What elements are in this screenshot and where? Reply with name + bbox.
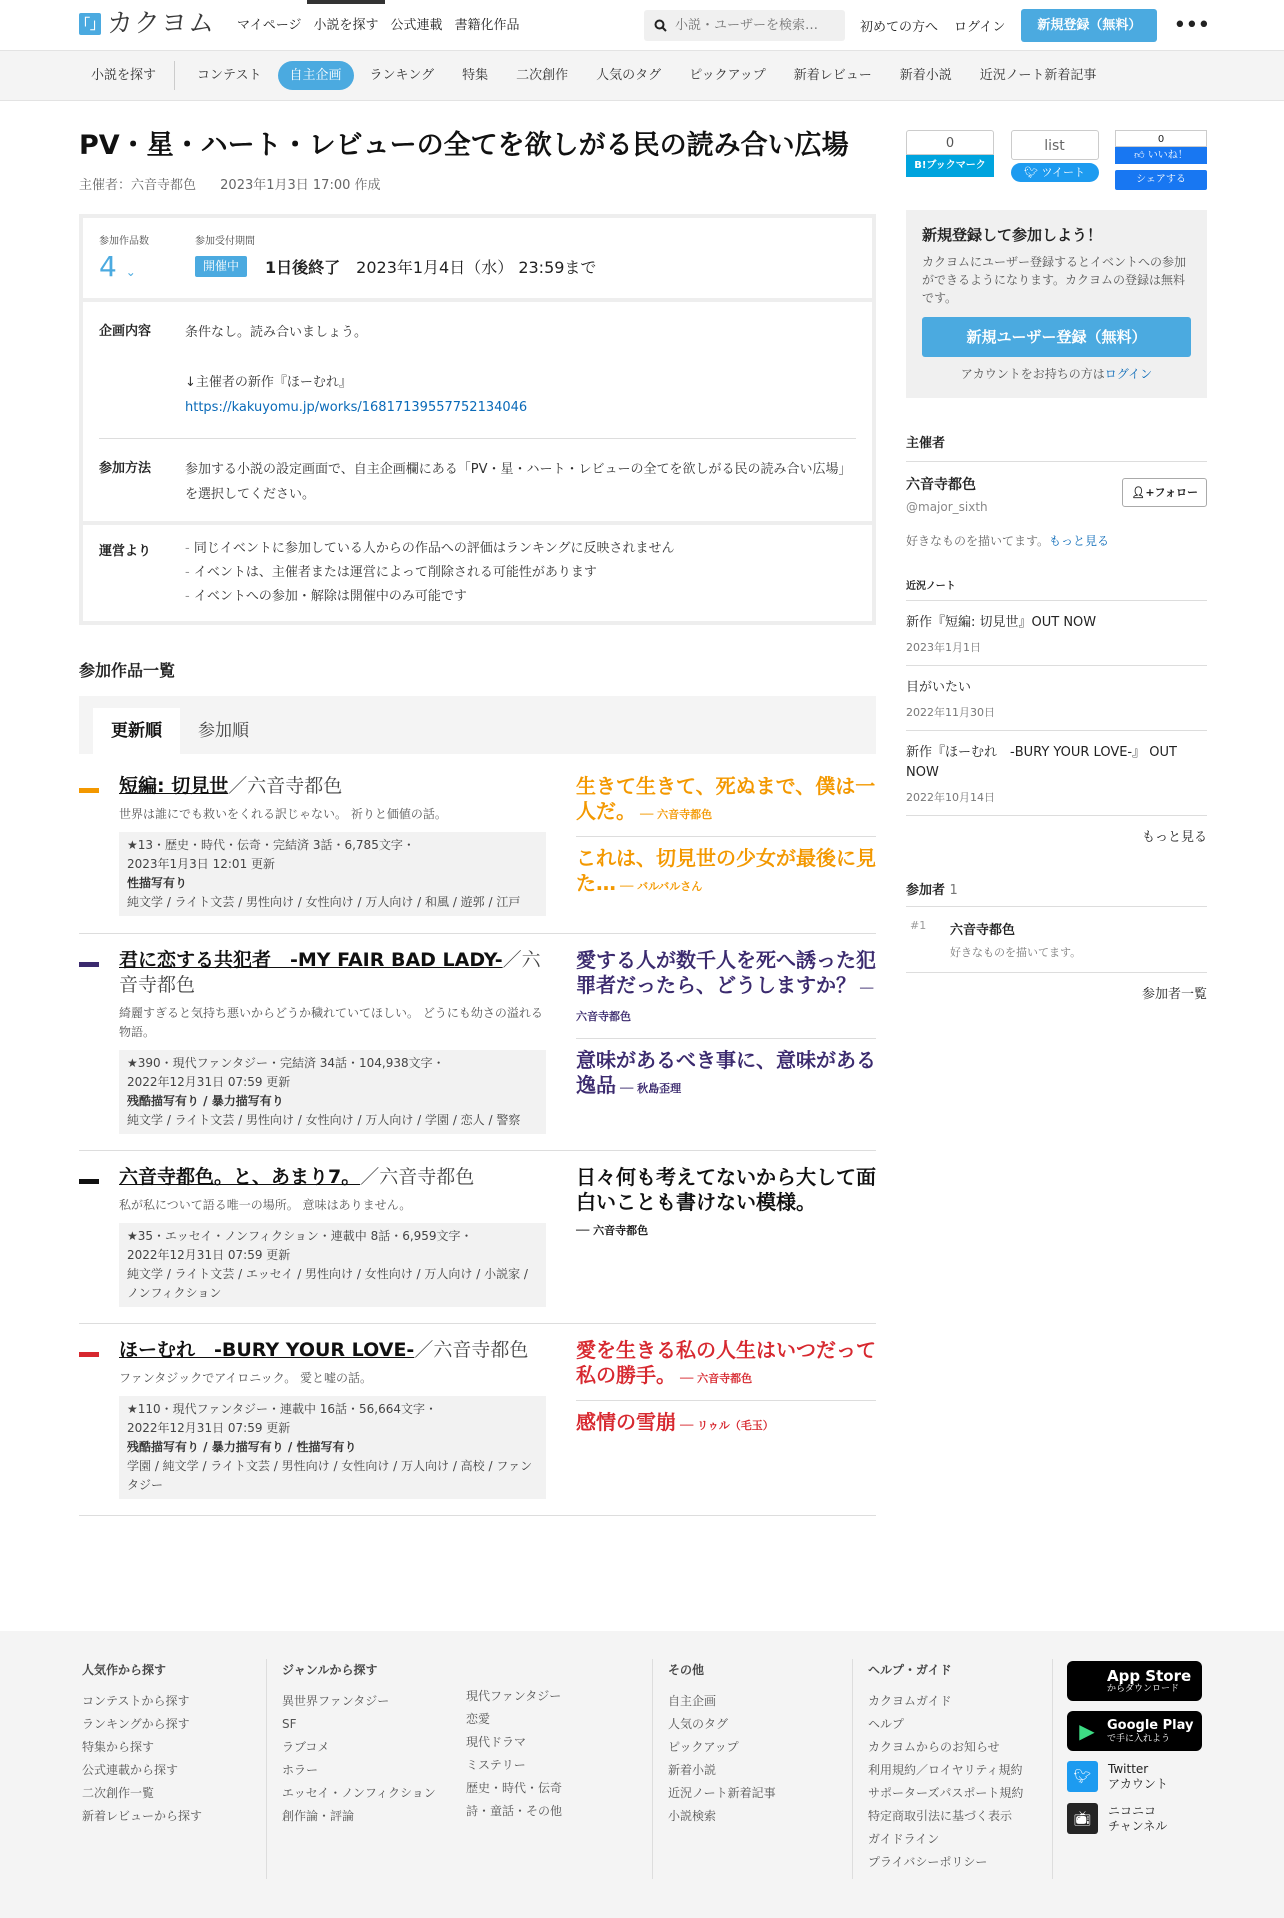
work-stats: ★110・現代ファンタジー・連載中 16話・56,664文字・	[127, 1402, 438, 1416]
app-store-text	[1107, 1668, 1191, 1695]
host-heading: 主催者	[906, 436, 946, 451]
work-info	[119, 948, 546, 1134]
twitter-label-2: アカウント	[1108, 1776, 1168, 1791]
work-stats: ★13・歴史・時代・伝奇・完結済 3話・6,785文字・	[127, 838, 415, 852]
work-info	[119, 1338, 546, 1499]
review-text: 日々何も考えてないから大して面白いことも書けない模様。	[576, 1165, 876, 1214]
work-author[interactable]: ／六音寺都色	[228, 775, 343, 797]
footer-col-title: ジャンルから探す	[282, 1663, 378, 1677]
work-meta	[119, 1050, 546, 1134]
footer-link[interactable]: 利用規約／ロイヤリティ規約	[868, 1763, 1023, 1777]
entry-count[interactable]	[99, 249, 149, 290]
footer-divider	[1052, 1659, 1053, 1879]
search-input[interactable]	[675, 18, 845, 33]
review-author: ── 六音寺都色	[576, 1224, 649, 1237]
sidebar-login-link[interactable]: ログイン	[1104, 367, 1153, 381]
signup-button[interactable]: 新規登録（無料）	[1021, 9, 1157, 42]
site-logo[interactable]	[76, 9, 216, 39]
footer-link[interactable]: エッセイ・ノンフィクション	[282, 1786, 436, 1800]
tab-joined[interactable]: 参加順	[198, 721, 249, 741]
subnav-features[interactable]: 特集	[462, 68, 489, 83]
work-reviews	[576, 774, 876, 917]
footer-link[interactable]: 創作論・評論	[282, 1809, 355, 1823]
top-bar	[0, 0, 1284, 51]
nav-books[interactable]: 書籍化作品	[454, 18, 520, 33]
logo-text: カクヨム	[107, 9, 216, 39]
work-tags[interactable]: 純文学 / ライト文芸 / 男性向け / 女性向け / 万人向け / 学園 / 恋人 / 警察	[127, 1113, 521, 1127]
review-author: ── リゥル（毛玉）	[680, 1419, 774, 1432]
nav-official[interactable]: 公式連載	[390, 18, 443, 33]
admin-rule: - イベントは、主催者または運営によって削除される可能性があります	[185, 561, 674, 585]
subnav-new-reviews[interactable]: 新着レビュー	[793, 68, 872, 83]
review-author: ── 六音寺都色	[640, 808, 713, 821]
page-title: PV・星・ハート・レビューの全てを欲しがる民の読み合い広場	[79, 130, 849, 161]
work-updated: 2023年1月3日 12:01 更新	[127, 857, 276, 871]
work-color-bar	[79, 1179, 99, 1184]
app-store-title: App Store	[1107, 1666, 1192, 1685]
work-author[interactable]: ／六音寺都色	[414, 1339, 529, 1361]
review-text: 意味があるべき事に、意味がある逸品	[576, 1048, 876, 1097]
fb-count: 0	[1115, 130, 1207, 147]
nav-find-novels[interactable]: 小説を探す	[307, 0, 384, 51]
footer-link[interactable]: ミステリー	[466, 1758, 526, 1772]
niconico-channel-link[interactable]	[1067, 1803, 1167, 1834]
footer-col-popular	[82, 1661, 202, 1828]
footer-link[interactable]: 特集から探す	[82, 1740, 155, 1754]
event-method-label: 参加方法	[99, 461, 152, 476]
footer-link[interactable]: 異世界ファンタジー	[282, 1694, 390, 1708]
remaining-time: 1日後終了	[265, 258, 341, 277]
participant-item[interactable]	[906, 907, 1207, 973]
top-nav	[231, 0, 526, 51]
work-info	[119, 774, 546, 917]
work-item	[79, 934, 876, 1151]
work-reviews	[576, 1165, 876, 1307]
work-desc: 世界は誰にでも救いをくれる訳じゃない。 祈りと価値の話。	[119, 807, 447, 821]
footer-link[interactable]: 歴史・時代・伝奇	[466, 1781, 563, 1795]
app-store-badge[interactable]	[1067, 1661, 1202, 1701]
google-play-title: Google Play	[1107, 1717, 1194, 1733]
work-author[interactable]: ／六音寺都色	[360, 1166, 475, 1188]
work-title[interactable]: 短編: 切見世	[119, 775, 229, 797]
participants-heading-text: 参加者	[906, 883, 946, 898]
main-content	[79, 101, 876, 1516]
review[interactable]	[576, 846, 876, 908]
subnav-ranking[interactable]: ランキング	[369, 68, 435, 83]
note-item[interactable]	[906, 601, 1207, 666]
work-stats: ★390・現代ファンタジー・完結済 34話・104,938文字・	[127, 1056, 445, 1070]
footer-link[interactable]: 近況ノート新着記事	[668, 1786, 776, 1800]
admin-notes-row	[83, 525, 872, 621]
login-link[interactable]: ログイン	[954, 20, 1006, 35]
work-updated: 2022年12月31日 07:59 更新	[127, 1421, 291, 1435]
work-warnings: 残酷描写有り / 暴力描写有り / 性描写有り	[127, 1440, 357, 1454]
review-author: ── 秋島歪理	[620, 1082, 682, 1095]
register-button[interactable]: 新規ユーザー登録（無料）	[922, 317, 1191, 357]
review[interactable]	[576, 1338, 876, 1401]
works-tabs	[79, 696, 876, 754]
footer-link[interactable]: ピックアップ	[668, 1740, 739, 1754]
work-title[interactable]: ほーむれ -BURY YOUR LOVE-	[119, 1339, 415, 1361]
work-info	[119, 1165, 546, 1307]
period-label: 参加受付期間	[195, 236, 255, 247]
note-title: 新作『短編: 切見世』OUT NOW	[906, 615, 1097, 630]
footer-link[interactable]: SF	[282, 1717, 297, 1731]
footer-col-help	[868, 1661, 1023, 1874]
footer-link[interactable]: 公式連載から探す	[82, 1763, 179, 1777]
logo-mark: 「」	[79, 13, 101, 35]
note-date: 2022年11月30日	[906, 706, 995, 719]
list-label: list	[1011, 130, 1099, 160]
niconico-text	[1108, 1804, 1167, 1834]
more-menu-icon[interactable]: •••	[1173, 13, 1210, 38]
footer-col-title: その他	[668, 1663, 705, 1677]
participants-list-link[interactable]: 参加者一覧	[1141, 987, 1207, 1002]
footer-link[interactable]: 人気のタグ	[668, 1717, 729, 1731]
event-content-line2: ↓主催者の新作『ほーむれ』	[185, 375, 352, 390]
admin-rules-list	[185, 537, 674, 609]
footer-link[interactable]: ランキングから探す	[82, 1717, 190, 1731]
niconico-label-2: チャンネル	[1108, 1818, 1168, 1833]
event-created: 2023年1月3日 17:00 作成	[220, 178, 381, 193]
work-updated: 2022年12月31日 07:59 更新	[127, 1075, 291, 1089]
first-time-link[interactable]: 初めての方へ	[860, 20, 939, 35]
event-summary	[83, 218, 872, 302]
subnav-new-notes[interactable]: 近況ノート新着記事	[979, 68, 1097, 83]
period-block	[195, 232, 596, 284]
work-title[interactable]: 君に恋する共犯者 -MY FAIR BAD LADY-	[119, 949, 503, 971]
footer-link[interactable]: 詩・童話・その他	[466, 1804, 563, 1818]
work-title-line	[119, 1338, 546, 1363]
join-box	[906, 210, 1207, 398]
review-author: ── バルバルさん	[620, 880, 703, 893]
notes-heading: 近況ノート	[906, 577, 1207, 601]
work-color-bar	[79, 788, 99, 793]
work-item	[79, 754, 876, 934]
review[interactable]	[576, 1410, 876, 1447]
event-method-row	[83, 439, 872, 521]
niconico-label-1: ニコニコ	[1108, 1803, 1157, 1818]
footer-link[interactable]: ホラー	[282, 1763, 319, 1777]
work-title-line	[119, 1165, 546, 1190]
event-content-row	[83, 302, 872, 438]
host-name[interactable]: 六音寺都色	[906, 477, 976, 493]
status-badge: 開催中	[195, 256, 247, 277]
works-list	[79, 754, 876, 1516]
subnav-fanfic[interactable]: 二次創作	[516, 68, 569, 83]
share-buttons	[906, 130, 1207, 190]
review[interactable]	[576, 774, 876, 837]
footer-col-genre	[282, 1661, 436, 1828]
subnav-contest[interactable]: コンテスト	[197, 68, 262, 83]
work-meta	[119, 832, 546, 916]
host-desc	[906, 532, 1207, 549]
review-text: 愛を生きる私の人生はいつだって私の勝手。	[576, 1338, 876, 1387]
admin-rule: - 同じイベントに参加している人からの作品への評価はランキングに反映されません	[185, 537, 674, 561]
participants-count: 1	[949, 883, 958, 898]
user-plus-icon: 👤︎+	[1131, 486, 1155, 499]
review-text: 感情の雪崩	[576, 1410, 676, 1434]
search-box[interactable]	[644, 10, 845, 41]
work-stats: ★35・エッセイ・ノンフィクション・連載中 8話・6,959文字・	[127, 1229, 473, 1243]
twitter-text	[1108, 1762, 1168, 1792]
footer-link[interactable]: 自主企画	[668, 1694, 717, 1708]
join-text: カクヨムにユーザー登録するとイベントへの参加ができるようになります。カクヨムの登録は無料です。	[922, 255, 1187, 305]
footer-link[interactable]: カクヨムガイド	[868, 1694, 952, 1708]
work-tags[interactable]: 純文学 / ライト文芸 / エッセイ / 男性向け / 女性向け / 万人向け / 小説家 / ノンフィクション	[127, 1267, 528, 1300]
footer-link[interactable]: 恋愛	[466, 1712, 491, 1726]
nav-mypage[interactable]: マイページ	[237, 18, 302, 33]
work-reviews	[576, 1338, 876, 1499]
deadline: 2023年1月4日（水） 23:59まで	[356, 258, 597, 277]
note-item[interactable]	[906, 731, 1207, 816]
footer-divider	[852, 1659, 853, 1879]
twitter-label-1: Twitter	[1108, 1761, 1149, 1776]
admin-notes-label: 運営より	[99, 544, 152, 559]
work-desc: 綺麗すぎると気持ち悪いからどうか穢れていてほしい。 どうにも幼さの溢れる物語。	[119, 1006, 543, 1039]
footer-link[interactable]: 二次創作一覧	[82, 1786, 155, 1800]
footer-link[interactable]: 特定商取引法に基づく表示	[868, 1809, 1013, 1823]
sub-nav	[0, 51, 1284, 101]
host-desc-text: 好きなものを描いてます。	[906, 534, 1050, 548]
work-desc: 私が私について語る唯一の場所。 意味はありません。	[119, 1198, 412, 1212]
work-desc: ファンタジックでアイロニック。 愛と嘘の話。	[119, 1371, 373, 1385]
twitter-bird-icon: 🐦︎	[1024, 166, 1038, 179]
entry-count-block	[99, 232, 149, 284]
footer-col-title: ヘルプ・ガイド	[868, 1663, 952, 1677]
thumbs-up-icon: 👍︎	[1134, 150, 1145, 161]
tweet-label	[1011, 163, 1099, 182]
subnav-find-novels[interactable]: 小説を探す	[81, 61, 175, 90]
work-reviews	[576, 948, 876, 1134]
event-content-line1: 条件なし。読み合いましょう。	[185, 325, 368, 340]
hatena-bookmark-button[interactable]	[906, 130, 994, 190]
note-title: 新作『ほーむれ -BURY YOUR LOVE-』 OUT NOW	[906, 745, 1177, 780]
subnav-user-events[interactable]: 自主企画	[278, 61, 354, 90]
follow-button[interactable]	[1122, 478, 1207, 507]
twitter-account-link[interactable]	[1067, 1761, 1168, 1792]
event-content-link[interactable]: https://kakuyomu.jp/works/16817139557752134046	[185, 400, 528, 415]
fb-like-label: いいね！	[1147, 150, 1188, 161]
tweet-button[interactable]	[1011, 130, 1099, 190]
work-warnings: 残酷描写有り / 暴力描写有り	[127, 1094, 284, 1108]
subnav-pickup[interactable]: ピックアップ	[689, 68, 766, 83]
footer-divider	[652, 1659, 653, 1879]
login-prefix: アカウントをお持ちの方は	[960, 367, 1105, 381]
review-author: ── 六音寺都色	[680, 1372, 753, 1385]
work-title-line	[119, 948, 546, 998]
footer-col-other	[668, 1661, 776, 1828]
google-play-badge[interactable]	[1067, 1711, 1202, 1751]
work-meta	[119, 1223, 546, 1307]
footer-link[interactable]: サポーターズパスポート規約	[868, 1786, 1024, 1800]
join-title: 新規登録して参加しよう！	[922, 226, 1103, 244]
footer-link[interactable]: 現代ファンタジー	[466, 1689, 562, 1703]
footer-link[interactable]: ヘルプ	[868, 1717, 905, 1731]
work-color-bar	[79, 962, 99, 967]
work-item	[79, 1324, 876, 1516]
play-icon: ▶	[1079, 1719, 1095, 1743]
review[interactable]	[576, 1048, 876, 1110]
entry-count-value: 4	[99, 250, 117, 283]
host-card	[906, 461, 1207, 549]
admin-rule: - イベントへの参加・解除は開催中のみ可能です	[185, 585, 674, 609]
footer-col-title: 人気作から探す	[82, 1663, 167, 1677]
footer-link[interactable]: コンテストから探す	[82, 1694, 190, 1708]
notes-more-link[interactable]: もっと見る	[1141, 830, 1207, 845]
work-author[interactable]: ／六音寺都色	[119, 949, 541, 996]
footer-link[interactable]: ラブコメ	[282, 1740, 330, 1754]
sidebar	[906, 101, 1207, 1002]
participant-desc: 好きなものを描いてます。	[950, 946, 1082, 959]
works-section-title: 参加作品一覧	[79, 661, 176, 680]
work-item	[79, 1151, 876, 1324]
footer-link[interactable]: 新着レビューから探す	[82, 1809, 203, 1823]
event-meta	[79, 174, 876, 193]
hatena-count: 0	[906, 130, 994, 155]
participant-rank: #1	[910, 919, 927, 932]
footer-link[interactable]: 小説検索	[668, 1809, 717, 1823]
footer-divider	[266, 1659, 267, 1879]
event-method-text: 参加する小説の設定画面で、自主企画欄にある「PV・星・ハート・レビューの全てを欲しがる民の読み合い広場」を選択してください。	[185, 462, 845, 502]
review-text: これは、切見世の少女が最後に見た…	[576, 846, 876, 895]
subnav-new-novels[interactable]: 新着小説	[899, 68, 952, 83]
review[interactable]	[576, 1165, 876, 1252]
subnav-popular-tags[interactable]: 人気のタグ	[596, 68, 662, 83]
tweet-text: ツイート	[1041, 166, 1085, 179]
work-title-line	[119, 774, 546, 799]
event-content-label: 企画内容	[99, 324, 152, 339]
fb-like-button[interactable]	[1115, 147, 1207, 164]
work-tags[interactable]: 純文学 / ライト文芸 / 男性向け / 女性向け / 万人向け / 和風 / 遊郭 / 江戸	[127, 895, 521, 909]
period-row	[195, 255, 596, 278]
top-right	[860, 0, 1209, 51]
host-id: @major_sixth	[906, 500, 988, 514]
niconico-tv-icon: 📺︎	[1067, 1803, 1098, 1834]
facebook-buttons	[1115, 130, 1207, 190]
review-text: 愛する人が数千人を死へ誘った犯罪者だったら、どうしますか？	[576, 948, 876, 997]
twitter-icon: 🐦︎	[1067, 1761, 1098, 1792]
entry-count-label: 参加作品数	[99, 236, 149, 247]
work-color-bar	[79, 1352, 99, 1357]
google-play-text	[1107, 1718, 1193, 1745]
app-store-sub: からダウンロード	[1107, 1683, 1180, 1694]
review[interactable]	[576, 948, 876, 1039]
footer-link[interactable]: 現代ドラマ	[466, 1735, 527, 1749]
work-meta	[119, 1396, 546, 1499]
tab-updated[interactable]: 更新順	[93, 708, 180, 754]
event-info-box	[79, 214, 876, 625]
chevron-down-icon: ⌄	[125, 265, 136, 279]
hatena-label: B!ブックマーク	[906, 155, 994, 177]
google-play-sub: で手に入れよう	[1107, 1733, 1171, 1744]
login-line	[922, 365, 1191, 382]
event-host: 主催者：六音寺都色	[79, 178, 197, 193]
footer-link[interactable]: 新着小説	[668, 1763, 717, 1777]
work-updated: 2022年12月31日 07:59 更新	[127, 1248, 291, 1262]
work-warnings: 性描写有り	[127, 876, 188, 890]
fb-share-button[interactable]: シェアする	[1115, 170, 1207, 190]
review-author: ── 六音寺都色	[576, 982, 874, 1023]
note-date: 2022年10月14日	[906, 791, 995, 804]
participant-name: 六音寺都色	[950, 923, 1016, 938]
event-content	[185, 320, 527, 420]
follow-label: フォロー	[1154, 486, 1198, 499]
review-text: 生きて生きて、死ぬまで、僕は一人だ。	[576, 774, 876, 823]
footer-link[interactable]: プライバシーポリシー	[868, 1855, 988, 1869]
footer-col-genre-2	[466, 1685, 562, 1823]
note-title: 目がいたい	[906, 680, 972, 695]
note-item[interactable]	[906, 666, 1207, 731]
participant-info	[950, 919, 1081, 960]
footer-link[interactable]: カクヨムからのお知らせ	[868, 1740, 1000, 1754]
work-title[interactable]: 六音寺都色。と、あまり7。	[119, 1166, 361, 1188]
note-date: 2023年1月1日	[906, 641, 981, 654]
work-tags[interactable]: 学園 / 純文学 / ライト文芸 / 男性向け / 女性向け / 万人向け / 高校 / ファンタジー	[127, 1459, 533, 1492]
footer-link[interactable]: ガイドライン	[868, 1832, 940, 1846]
participants-heading	[906, 879, 1207, 907]
search-icon	[654, 19, 667, 32]
host-more-link[interactable]: もっと見る	[1049, 534, 1110, 548]
footer	[0, 1631, 1284, 1918]
